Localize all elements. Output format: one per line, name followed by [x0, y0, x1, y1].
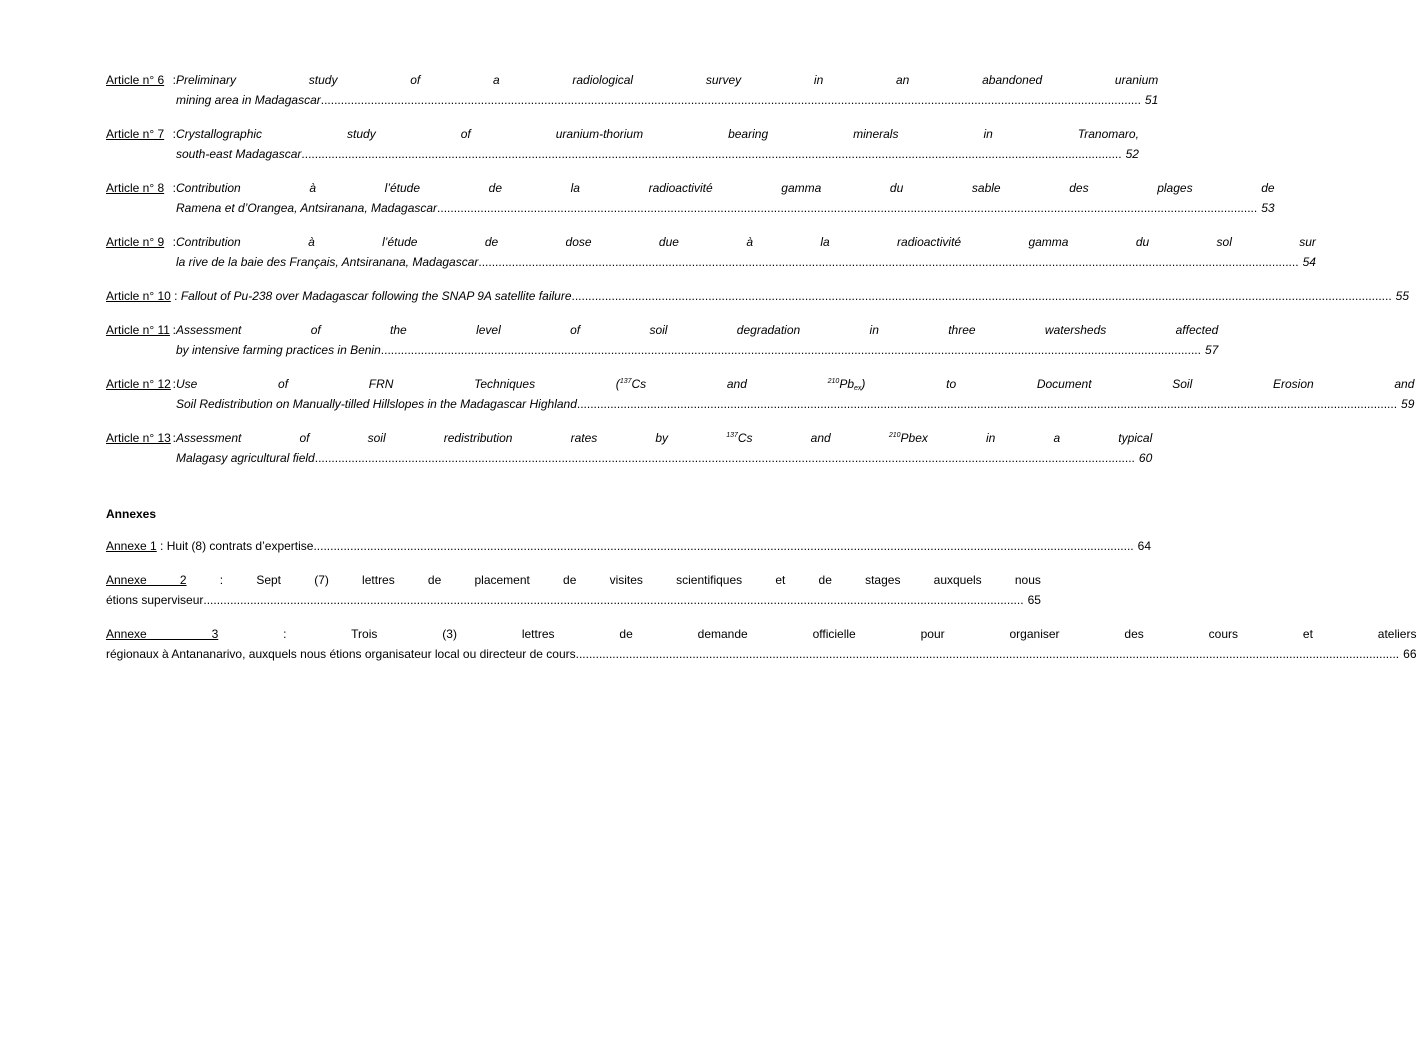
- toc-entry-article-7: Article n° 7 : Crystallographic study of uranium-thorium bearing minerals in Tranomaro, south-east Madagascar ..... 52: [106, 124, 646, 164]
- entry-title-line-2: by intensive farming practices in Benin: [176, 343, 381, 357]
- toc-entry-article-8: Article n° 8 : Contribution à l’étude de la radioactivité gamma du sable des plages de Ramena et d’Orangea, Antsiranana, Madagascar ..... 53: [106, 178, 646, 218]
- entry-title-line-2: mining area in Madagascar: [176, 93, 321, 107]
- leader-dots: [381, 340, 1201, 360]
- leader-dots: [203, 590, 1023, 610]
- annexes-heading: Annexes: [106, 507, 157, 521]
- leader-dots: [577, 394, 1397, 414]
- entry-label: Article n° 8: [106, 181, 165, 195]
- leader-dots: [313, 536, 1133, 556]
- entry-title-line-1: Preliminary study of a radiological survey in an abandoned uranium: [176, 73, 1159, 87]
- leader-dots: [579, 644, 1399, 664]
- entry-title-line-1: Fallout of Pu-238 over Madagascar following the SNAP 9A satellite failure: [180, 289, 572, 303]
- leader-dots: [437, 198, 1257, 218]
- page-number: 64: [1137, 539, 1151, 553]
- toc-entry-annexe-3: Annexe 3 : Trois (3) lettres de demande officielle pour organiser des cours et ateliers régionaux à Antananarivo, auxquels nous étions organisateur local ou directeur de cours. ..... 66: [106, 624, 646, 664]
- leader-dots: [315, 448, 1135, 468]
- entry-label: Article n° 7: [106, 127, 165, 141]
- entry-label: Article n° 10: [106, 289, 171, 303]
- page-number: 65: [1027, 593, 1041, 607]
- entry-label: Article n° 13: [106, 431, 171, 445]
- page-number: 54: [1302, 255, 1316, 269]
- entry-label: Article n° 6: [106, 73, 165, 87]
- toc-entry-article-11: Article n° 11 : Assessment of the level of soil degradation in three watersheds affected by intensive farming practices in Benin ..... 57: [106, 320, 646, 360]
- entry-label: Article n° 11: [106, 323, 170, 337]
- entry-title-line-1: Contribution à l’étude de dose due à la radioactivité gamma du sol sur: [176, 235, 1316, 249]
- page-number: 55: [1395, 289, 1410, 303]
- entry-title-line-2: étions superviseur: [106, 593, 204, 607]
- page-number: 51: [1144, 93, 1159, 107]
- toc-entry-annexe-1: Annexe 1 : Huit (8) contrats d’expertise ..... 64: [106, 536, 646, 556]
- toc-entry-annexe-2: Annexe 2 : Sept (7) lettres de placement de visites scientifiques et de stages auxquels nous étions superviseur ..... 65: [106, 570, 646, 610]
- entry-label: Annexe 2: [106, 573, 187, 587]
- page-number: 53: [1261, 201, 1275, 215]
- toc-entry-article-10: Article n° 10 : Fallout of Pu-238 over Madagascar following the SNAP 9A satellite failure ..... 55: [106, 286, 646, 306]
- page-number: 60: [1138, 451, 1153, 465]
- page-number: 59: [1401, 397, 1415, 411]
- entry-title-line-1: Assessment of soil redistribution rates by $^{137}$Cs and $^{210}$Pbex in a typical: [176, 431, 1153, 445]
- entry-title-line-2: la rive de la baie des Français, Antsiranana, Madagascar: [176, 255, 479, 269]
- entry-title-line-1: Crystallographic study of uranium-thorium bearing minerals in Tranomaro,: [176, 127, 1139, 141]
- entry-title-line-1: Contribution à l’étude de la radioactivité gamma du sable des plages de: [176, 181, 1275, 195]
- page-number: 66: [1403, 647, 1417, 661]
- entry-label: Annexe 1: [106, 539, 157, 553]
- entry-title-line-2: Soil Redistribution on Manually-tilled Hillslopes in the Madagascar Highland: [176, 397, 577, 411]
- entry-title-line-1: Use of FRN Techniques ($^{137}$Cs and $^{210}Pb_{ex}$) to Document Soil Erosion and: [176, 377, 1415, 392]
- entry-title-line-1: Sept (7) lettres de placement de visites scientifiques et de stages auxquels nous: [256, 573, 1041, 587]
- toc-entry-article-6: Article n° 6 : Preliminary study of a radiological survey in an abandoned uranium mining area in Madagascar ..... 51: [106, 70, 646, 110]
- entry-title-line-1: Assessment of the level of soil degradation in three watersheds affected: [176, 323, 1219, 337]
- entry-label: Annexe 3: [106, 627, 219, 641]
- leader-dots: [321, 90, 1141, 110]
- toc-entry-article-13: Article n° 13 : Assessment of soil redistribution rates by $^{137}$Cs and $^{210}$Pbex in a typical Malagasy agricultural field ..... 60: [106, 428, 646, 468]
- entry-label: Article n° 9: [106, 235, 165, 249]
- leader-dots: [572, 286, 1392, 306]
- entry-title-line-2: régionaux à Antananarivo, auxquels nous étions organisateur local ou directeur de cours.: [106, 647, 579, 661]
- toc-entry-article-12: Article n° 12 : Use of FRN Techniques ($^{137}$Cs and $^{210}Pb_{ex}$) to Document Soil Erosion and Soil Redistribution on Manually-tilled Hillslopes in the Madagascar Highland ..... 59: [106, 374, 646, 414]
- page-number: 52: [1125, 147, 1139, 161]
- entry-title: Huit (8) contrats d’expertise: [166, 539, 314, 553]
- entry-title-line-2: Ramena et d’Orangea, Antsiranana, Madagascar: [176, 201, 438, 215]
- leader-dots: [478, 252, 1298, 272]
- entry-title-line-2: south-east Madagascar: [176, 147, 302, 161]
- leader-dots: [301, 144, 1121, 164]
- entry-title-line-2: Malagasy agricultural field: [176, 451, 315, 465]
- page-number: 57: [1204, 343, 1219, 357]
- entry-title-line-1: Trois (3) lettres de demande officielle pour organiser des cours et ateliers: [351, 627, 1417, 641]
- table-of-contents: [106, 70, 1417, 678]
- entry-label: Article n° 12: [106, 377, 171, 391]
- toc-entry-article-9: Article n° 9 : Contribution à l’étude de dose due à la radioactivité gamma du sol sur la rive de la baie des Français, Antsiranana, Madagascar ..... 54: [106, 232, 646, 272]
